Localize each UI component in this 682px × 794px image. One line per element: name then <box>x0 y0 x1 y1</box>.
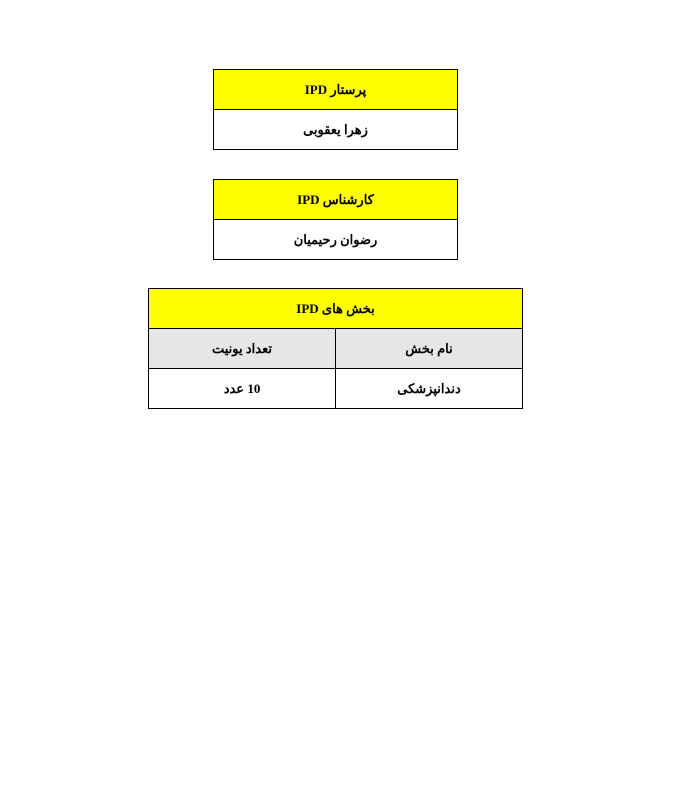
nurse-card-value: زهرا یعقوبی <box>214 110 457 150</box>
wards-table-title: بخش های IPD <box>149 289 522 329</box>
column-header-ward-name: نام بخش <box>336 329 523 369</box>
wards-grid <box>149 289 522 408</box>
cell-unit-count: 10 عدد <box>149 369 336 409</box>
nurse-table <box>214 70 457 149</box>
expert-table <box>214 180 457 259</box>
nurse-card-header: پرستار IPD <box>214 70 457 110</box>
column-header-unit-count: تعداد یونیت <box>149 329 336 369</box>
nurse-card <box>213 69 458 150</box>
expert-card-header: کارشناس IPD <box>214 180 457 220</box>
expert-card-value: رضوان رحیمیان <box>214 220 457 260</box>
table-row <box>149 369 522 409</box>
wards-table <box>148 288 523 409</box>
expert-card <box>213 179 458 260</box>
cell-ward-name: دندانپزشکی <box>336 369 523 409</box>
